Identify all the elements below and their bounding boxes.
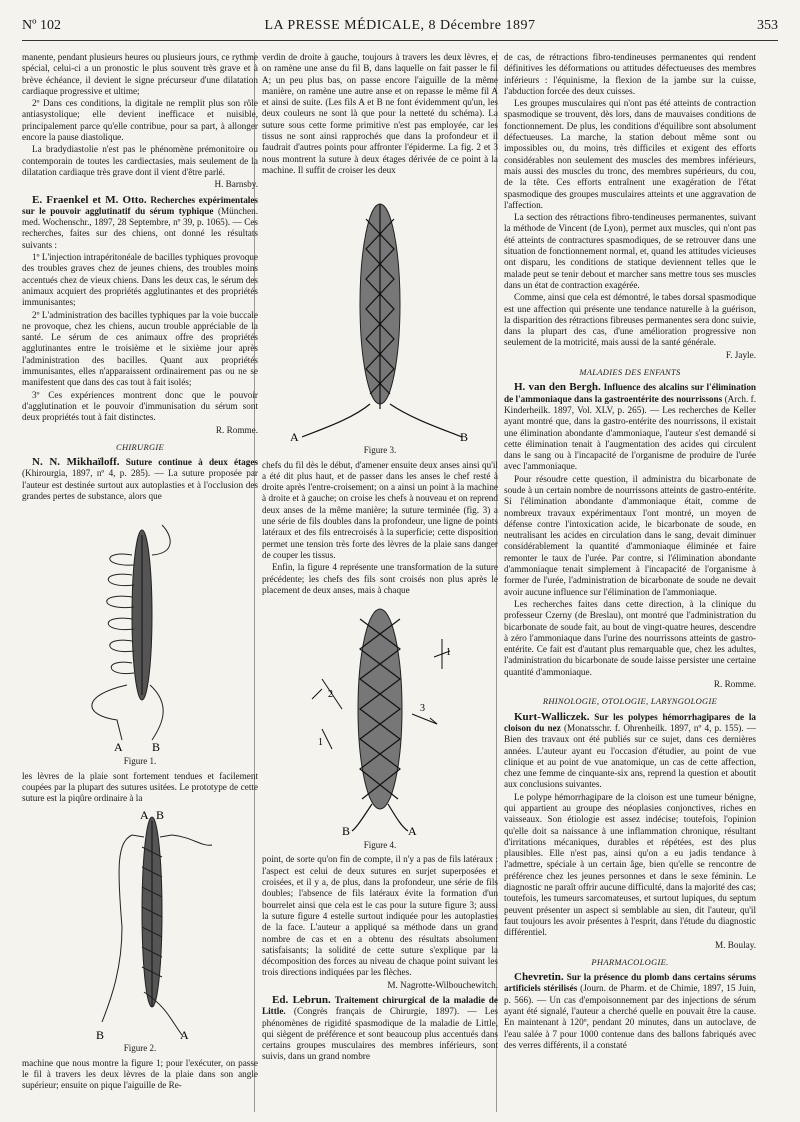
figure-4 — [262, 599, 498, 851]
article — [504, 382, 756, 472]
article-author: Kurt-Walliczek. — [514, 710, 590, 723]
section-heading: MALADIES DES ENFANTS — [579, 367, 681, 378]
page-header — [22, 18, 778, 41]
section-heading: RHINOLOGIE, OTOLOGIE, LARYNGOLOGIE — [542, 696, 718, 707]
article-reference: (Journ. de Pharm. et de Chimie, 1897, 15 Juin, p. 566). — Un cas d'empoisonnement par des injections de sérum ayant été signalé, l'auteur a cherché quelle en pouvait être la cause. En maintenant à 120º, pendant 20 minutes, dans un autoclave, de l'eau salée à 7 pour 1000 contenue dans des ballons fabriqués avec des verres différents, il a constaté — [504, 983, 756, 1050]
suture-illustration — [22, 807, 258, 1042]
paragraph: les lèvres de la plaie sont fortement tendues et facilement coupées par la plupart des sutures usitées. Le prototype de cette suture est la piqûre ordinaire à la — [22, 770, 258, 804]
paragraph: point, de sorte qu'on fin de compte, il n'y a pas de fils latéraux : l'aspect est celui de deux sutures en surjet superposées et croisées, et il y a, de plus, dans la profondeur, une série de fils doubles; l'absence de fils latéraux évite la formation d'un bourrelet ainsi que cela est le cas pour la suture figure 3; aussi la suture figure 4 estelle surtout indiquée pour les autoplasties de la face. L'auteur a appliqué sa méthode dans un grand nombre de cas et en a obtenu des résultats absolument satisfaisants; la solidité de cette suture s'explique par la décomposition des forces au niveau de chaque point suivant les trois directions indiquées par les flèches. — [262, 854, 498, 978]
signature: M. Nagrotte-Wilbouchewitch. — [387, 979, 498, 990]
paragraph: La section des rétractions fibro-tendineuses permanentes, suivant la méthode de Vincent (de Lyon), permet aux muscles, qui n'ont pas été atteints de contractures spasmodiques, de se retrouver dans une situation de fonctionnement normal, et, quand les attitudes vicieuses ont disparu, les conditions de statique deviennent telles que le malade peut se tenir debout et marcher sans mettre tous ses muscles dans un état de contraction exagérée. — [504, 212, 756, 290]
article — [504, 712, 756, 791]
figure-caption: Figure 4. — [363, 840, 397, 851]
article — [22, 457, 258, 502]
arrow-label: 1 — [318, 737, 323, 749]
article — [504, 972, 756, 1051]
article-author: Ed. Lebrun. — [272, 993, 331, 1006]
arrow-label: 3 — [420, 703, 425, 715]
article-title: Sur les polypes hémorrhagipares de la cloison du nez — [504, 711, 757, 733]
issue-number: Nº 102 — [22, 18, 61, 33]
label-a: A — [290, 430, 299, 445]
label-a: A — [408, 824, 417, 839]
paragraph: Enfin, la figure 4 représente une transformation de la suture précédente; les chefs des fils sont croisés non plus après le placement de deux anses, mais à chaque — [262, 562, 498, 595]
article-reference: (Monatsschr. f. Ohrenheilk. 1897, nº 4, p. 155). — Bien des travaux ont été publiés sur ce sujet, dans ces dernières années. L'auteur ayant eu l'occasion d'étudier, au point de vue clinique et au point de vue anatomique, un cas de cette affection, chez une femme de cinquante-six ans, reprend la question et aboutit aux conclusions suivantes. — [504, 722, 756, 790]
figure-caption: Figure 2. — [123, 1043, 157, 1054]
label-b: B — [342, 824, 351, 839]
paragraph: Les recherches faites dans cette direction, à la clinique du professeur Czerny (de Breslau), ont montré que l'administration du bicarbonate de soude fait, au bout de vingt-quatre heures, descendre à zéro l'ammoniaque dans l'urine des nourrissons atteints de gastro-entérite. Ce fait est d'autant plus remarquable que, chez les adultes, l'administration du bicarbonate de soude laisse persister une certaine quantité d'ammoniaque. — [504, 598, 756, 677]
article-reference: (Arch. f. Kinderheilk. 1897, Vol. XLV, p. 265). — Les recherches de Keller ayant montré que, dans la gastro-entérite des nourrissons, il existait une élimination abondante d'ammoniaque, l'auteur s'est demandé si cette élimination tenait à l'augmentation des acides qui circulent dans le sang ou à l'incapacité de l'organisme de produire de l'urée avec l'ammoniaque. — [504, 393, 757, 472]
figure-2 — [22, 807, 258, 1054]
article-author: N. N. Mikhaïloff. — [32, 456, 120, 469]
suture-illustration — [22, 505, 258, 755]
journal-title: LA PRESSE MÉDICALE, 8 Décembre 1897 — [264, 18, 536, 33]
article-title: Influence des alcalins sur l'élimination de l'ammoniaque dans la gastroentérite des nourrissons — [504, 382, 757, 404]
paragraph: 1º L'injection intrapéritonéale de bacilles typhiques provoque des troubles graves chez de jeunes chiens, des troubles moins accentués chez de vieux chiens. Dans les deux cas, le sérum des animaux acquiert des propriétés agglutinantes et des propriétés immunisantes; — [22, 252, 258, 308]
label-b: B — [460, 430, 469, 445]
signature: H. Barnsby. — [214, 179, 258, 190]
figure-caption: Figure 1. — [123, 756, 157, 767]
section-heading: CHIRURGIE — [115, 441, 165, 452]
signature: F. Jayle. — [725, 349, 756, 360]
arrow-label: 2 — [328, 689, 333, 701]
paragraph: machine que nous montre la figure 1; pour l'exécuter, on passe le fil à travers les deux lèvres de la plaie dans son angle supérieur; ensuite on pique l'aiguille de Re- — [22, 1057, 258, 1091]
suture-illustration — [262, 599, 498, 839]
paragraph: chefs du fil dès le début, d'amener ensuite deux anses ainsi qu'il a été dit plus haut, et de passer dans les anses le chef resté à droite après l'entre-croisement; on a ainsi un point à la machine à droite et à gauche; on croise les chefs à nouveau et on reprend deux anses de la même manière; la suture terminée (fig. 3) a une série de fils doubles dans la profondeur, une ligne de points latéraux et des fils entrecroisés à la superficie; cette disposition permet une tension très forte des lèvres de la plaie sans danger de couper les tissus. — [262, 459, 498, 560]
suture-illustration — [262, 179, 498, 444]
article-reference: (Congrès français de Chirurgie, 1897). — Les phénomènes de rigidité spasmodique de la maladie de Little, qui siègent de préférence et sont beaucoup plus accentués dans certains groupes musculaires des membres inférieurs, sont suivis, dans un grand nombre — [262, 1006, 498, 1062]
paragraph: 3º Ces expériences montrent donc que le pouvoir d'agglutination et le pouvoir d'immunisation du sérum sont deux propriétés tout à fait distinctes. — [22, 389, 258, 423]
figure-1 — [22, 505, 258, 767]
paragraph: Comme, ainsi que cela est démontré, le tabes dorsal spasmodique est une affection qui présente une tendance naturelle à la guérison, la disparition des rétractions fibreuses permanentes sera donc suivie, dans la plupart des cas, d'une amélioration progressive non seulement de la motricité, mais aussi de la santé générale. — [504, 292, 756, 348]
column-3 — [504, 52, 756, 1052]
paragraph: La bradydiastolie n'est pas le phénomène prémonitoire ou contemporain de toutes les cardiectasies, mais seulement de la dilatation cardiaque très grave dont il vient d'être parlé. — [22, 144, 258, 177]
paragraph: Pour résoudre cette question, il administra du bicarbonate de soude à un certain nombre de nourrissons atteints de gastro-entérite. Si l'élimination abondante d'ammoniaque était, comme de nombreux travaux expérimentaux l'ont montré, un moyen de défense contre l'intoxication acide, le bicarbonate de soude, en neutralisant les acides en circulation dans le sang, devait diminuer considérablement la quantité d'ammoniaque éliminée et faire remonter le taux de l'urée. Par contre, si l'élimination abondante d'ammoniaque tenait simplement à l'incapacité de l'organisme à former de l'urée, l'administration de bicarbonate de soude ne devait avoir aucune influence sur l'élimination de l'ammoniaque. — [504, 473, 756, 597]
article-author: E. Fraenkel et M. Otto. — [32, 193, 147, 206]
label-a: A — [114, 740, 123, 755]
label-a: A — [140, 808, 149, 823]
paragraph: Le polype hémorrhagipare de la cloison est une tumeur bénigne, qui appartient au groupe des néoplasies conjonctives, riches en vaisseaux. Son étiologie est assez indécise; toutefois, l'opinion qu'elle doit sa naissance à une inflammation chronique, résultant d'irritations mécaniques, durables et répétées, est des plus plausibles. Elle n'est pas, ainsi qu'on a eu jadis tendance à l'admettre, spéciale à un certain âge, bien qu'elle se rencontre de préférence chez les jeunes personnes et dans le sexe féminin. Le diagnostic ne paraît offrir aucune difficulté, dans la majorité des cas; toutefois, les tumeurs sarcomateuses, et surtout lupiques, du septum peuvent présenter un aspect si semblable au sien, dit l'auteur, qu'il faut toujours les avoir présentes à l'esprit, dans l'étude du diagnostic différentiel. — [504, 791, 756, 938]
article-title: Sur la présence du plomb dans certains sérums artificiels stérilisés — [504, 972, 756, 994]
paragraph: 2º Dans ces conditions, la digitale ne remplit plus son rôle antiasystolique; elle devient inefficace et nuisible, principalement parce qu'elle contribue, pour sa part, à allonger encore la pause diastolique. — [22, 98, 258, 143]
column-1 — [22, 52, 258, 1093]
paragraph: 2º L'administration des bacilles typhiques par la voie buccale ne provoque, chez les chiens, aucun trouble appréciable de la santé. Le sérum de ces animaux offre des propriétés agglutinantes entre le troisième et le sixième jour après l'administration des bacilles. Quant aux propriétés immunisantes, elles n'apparaissent ordinairement pas ou ne se manifestent que dans des cas tout à fait isolés; — [22, 309, 258, 388]
article-reference: (München. med. Wochenschr., 1897, 28 Septembre, nº 39, p. 1065). — Ces recherches, faites sur des chiens, ont donné les résultats suivants : — [22, 205, 258, 250]
article — [262, 995, 498, 1063]
article-author: Chevretin. — [514, 971, 564, 984]
paragraph: de cas, de rétractions fibro-tendineuses permanentes qui rendent définitives les déformations ou attitudes défectueuses des membres inférieurs : l'équinisme, la flexion de la jambe sur la cuisse, l'abduction forcée des deux cuisses. — [504, 52, 756, 96]
signature: R. Romme. — [215, 424, 258, 435]
section-heading: PHARMACOLOGIE. — [591, 956, 669, 967]
figure-caption: Figure 3. — [363, 445, 397, 456]
label-b: B — [96, 1028, 105, 1043]
page-number: 353 — [757, 18, 778, 33]
figure-3 — [262, 179, 498, 456]
paragraph: manente, pendant plusieurs heures ou plusieurs jours, ce rythme spécial, celui-ci a un pronostic le plus souvent très grave et à brève échéance, il devient le signe précurseur d'une dilatation cardiaque progressive et ultime; — [22, 52, 258, 96]
paragraph: Les groupes musculaires qui n'ont pas été atteints de contraction spasmodique se trouvent, dès lors, dans de mauvaises conditions de fonctionnement. De plus, les conditions d'équilibre sont absolument défectueuses. La marche, la station debout même sont ou impossibles ou, du moins, très difficiles et exigent des efforts considérables non seulement des muscles des membres inférieurs, mais aussi des muscles du tronc, des membres supérieurs, du cou, de la tête. Ces efforts entraînent une exagération de l'état spasmodique des groupes musculaires atteints et une aggravation de l'affection. — [504, 98, 756, 210]
article-title: Suture continue à deux étages — [125, 457, 258, 468]
label-b: B — [156, 808, 165, 823]
label-a: A — [180, 1028, 189, 1043]
article-title: Recherches expérimentales sur le pouvoir agglutinatif du sérum typhique — [22, 194, 258, 216]
column-2 — [262, 52, 498, 1064]
signature: R. Romme. — [713, 679, 756, 690]
article-author: H. van den Bergh. — [514, 381, 601, 394]
signature: M. Boulay. — [714, 939, 756, 950]
paragraph: verdin de droite à gauche, toujours à travers les deux lèvres, et on ramène une anse du fil B, dans laquelle on fait passer le fil A; un peu plus bas, on passe encore l'aiguille de la même manière, on ramène une autre anse et on repasse le même fil A et ainsi de suite. (Les fils A et B ne font évidemment qu'un, les deux couleurs ne sont là que pour la netteté du schéma). La suture sous cette forme primitive n'est pas employée, car les tissus ne sont ainsi rapprochés que dans la profondeur et il faudrait d'autres points pour affronter l'épiderme. La fig. 2 et 3 nous montrent la suture à deux étages dérivée de ce point à la machine. Il suffit de croiser les deux — [262, 52, 498, 175]
article — [22, 195, 258, 251]
article-title: Traitement chirurgical de la maladie de Little. — [262, 994, 498, 1017]
label-b: B — [152, 740, 161, 755]
arrow-label: 1 — [446, 647, 451, 659]
article-reference: (Khirourgia, 1897, nº 4, p. 285). — La suture proposée par l'auteur est destinée surtout aux autoplasties et à l'occlusion des grandes pertes de substance, alors que — [22, 468, 258, 501]
